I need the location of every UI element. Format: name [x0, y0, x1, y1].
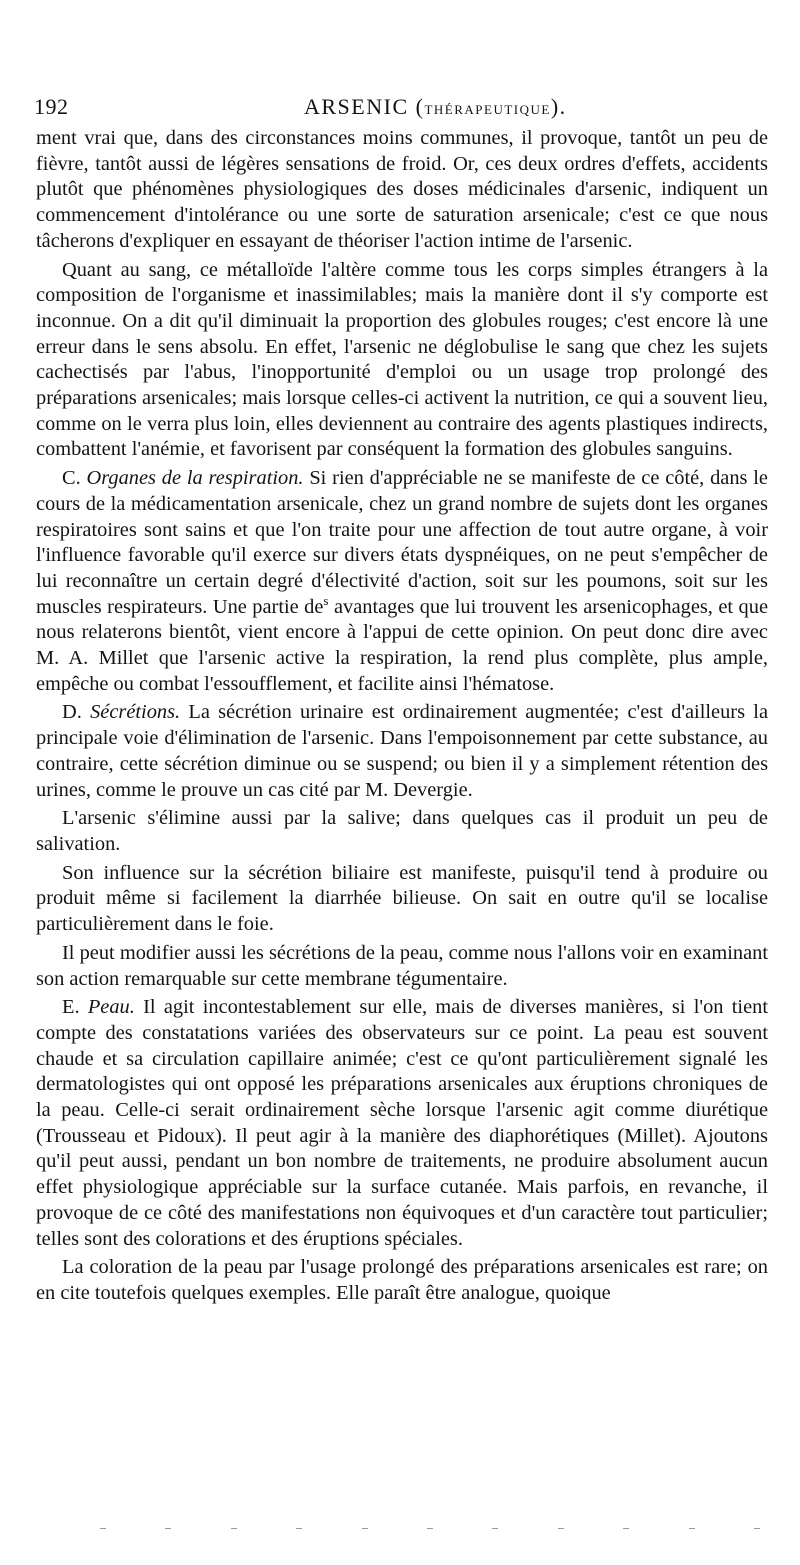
footer-mark	[231, 1528, 237, 1529]
footer-mark	[754, 1528, 760, 1529]
footer-mark	[427, 1528, 433, 1529]
footer-mark	[100, 1528, 106, 1529]
paragraph-respiration	[36, 466, 768, 697]
running-head-open: (	[408, 94, 425, 119]
section-title-skin: Peau.	[87, 996, 135, 1019]
footer-mark	[296, 1528, 302, 1529]
footer-mark	[362, 1528, 368, 1529]
paragraph-continuation: ment vrai que, dans des circonstances moins communes, il provoque, tantôt un peu de fièvre, tantôt aussi de légères sensations de froid. Or, ces deux ordres d'effets, accidents plutôt que phénomènes physiologiques des doses médicinales d'arsenic, indiquent un commencement d'intolérance ou une sorte de saturation arsenicale; c'est ce que nous tâcherons d'expliquer en essayant de théoriser l'action intime de l'arsenic.	[36, 127, 768, 252]
section-label-c: C.	[62, 467, 87, 490]
footer-mark	[689, 1528, 695, 1529]
paragraph-secretions-text: La sécrétion urinaire est ordinairement augmentée; c'est d'ailleurs la principale voie d'élimination de l'arsenic. Dans l'empoisonnement par cette substance, au contraire, cette sécrétion diminue ou se suspend; ou bien il y a simplement rétention des urines, comme le prouve un cas cité par M. Devergie.	[36, 701, 769, 801]
paragraph-bile: Son influence sur la sécrétion biliaire est manifeste, puisqu'il tend à produire ou produit même si facilement la diarrhée bilieuse. On sait en outre qu'il se localise particulièrement dans le foie.	[36, 861, 768, 936]
footer-mark	[492, 1528, 498, 1529]
section-title-secretions: Sécrétions.	[90, 701, 181, 724]
running-head-close: ).	[550, 94, 567, 119]
paragraph-skin	[36, 995, 768, 1252]
running-head	[304, 94, 567, 120]
paragraph-blood: Quant au sang, ce métalloïde l'altère comme tous les corps simples étrangers à la composition de l'organisme et inassimilables; mais la manière dont il s'y comporte est inconnue. On a dit qu'il diminuait la proportion des globules rouges; c'est encore là une erreur dans le sens absolu. En effet, l'arsenic ne déglobulise le sang que chez les sujets cachectisés par l'abus, l'inopportunité d'emploi ou un usage trop prolongé des préparations arsenicales; mais lorsque celles-ci activent la nutrition, ce qui a souvent lieu, comme on le verra plus loin, elles deviennent au contraire des agents plastiques indirects, combattent l'anémie, et favorisent par conséquent la formation des globules sanguins.	[36, 258, 768, 461]
paragraph-skin-secretions: Il peut modifier aussi les sécrétions de la peau, comme nous l'allons voir en examinant son action remarquable sur cette membrane tégumentaire.	[36, 941, 768, 990]
footer-mark	[558, 1528, 564, 1529]
running-head-subtitle: THÉRAPEUTIQUE	[424, 102, 551, 117]
page-header	[34, 94, 768, 120]
paragraph-skin-text: Il agit incontestablement sur elle, mais de diverses manières, si l'on tient compte des constatations variées des observateurs sur ce point. La peau est souvent chaude et sa circulation capillaire animée; c'est ce qu'ont particulièrement signalé les dermatologistes qui ont opposé les préparations arsenicales aux éruptions chroniques de la peau. Celle-ci serait ordinairement sèche lorsque l'arsenic agit comme diurétique (Trousseau et Pidoux). Il peut agir à la manière des diaphorétiques (Millet). Ajoutons qu'il peut aussi, pendant un bon nombre de traitements, ne produire absolument aucun effet physiologique appréciable sur la surface cutanée. Mais parfois, en revanche, il provoque de ce côté des manifestations non équivoques et d'un caractère tout particulier; telles sont des colorations et des éruptions spéciales.	[36, 996, 768, 1250]
footer-mark	[623, 1528, 629, 1529]
page-number: 192	[34, 94, 69, 119]
superscript-s: s	[323, 592, 329, 608]
section-title-respiration: Organes de la respiration.	[86, 467, 304, 490]
paragraph-coloration: La coloration de la peau par l'usage prolongé des préparations arsenicales est rare; on en cite toutefois quelques exemples. Elle paraît être analogue, quoique	[36, 1256, 768, 1304]
paragraph-respiration-text-a: Si rien d'appréciable ne se manifeste de ce côté, dans le cours de la médicamentation arsenicale, chez un grand nombre de sujets dont les organes respiratoires sont sains et que l'on traite pour une affection de tout autre organe, à voir l'influence favorable qu'il exerce sur divers états dyspnéiques, on ne peut s'empêcher de lui reconnaître un certain degré d'électivité d'action, soit sur les poumons, soit sur les muscles respirateurs. Une partie de	[36, 467, 768, 618]
paragraph-secretions	[36, 700, 768, 803]
running-head-main: ARSENIC	[304, 94, 409, 119]
section-label-e: E.	[62, 996, 88, 1019]
paragraph-saliva: L'arsenic s'élimine aussi par la salive; dans quelques cas il produit un peu de salivation.	[36, 807, 768, 855]
footer-marks	[100, 1528, 760, 1530]
footer-mark	[165, 1528, 171, 1529]
body-text	[36, 126, 768, 1307]
paragraph-respiration-text-b: avantages que lui trouvent les arsenicophages, et que nous relaterons bientôt, vient encore à l'appui de cette opinion. On peut donc dire avec M. A. Millet que l'arsenic active la respiration, la rend plus complète, plus ample, empêche ou combat l'essoufflement, et facilite ainsi l'hématose.	[36, 595, 768, 695]
section-label-d: D.	[62, 701, 91, 724]
